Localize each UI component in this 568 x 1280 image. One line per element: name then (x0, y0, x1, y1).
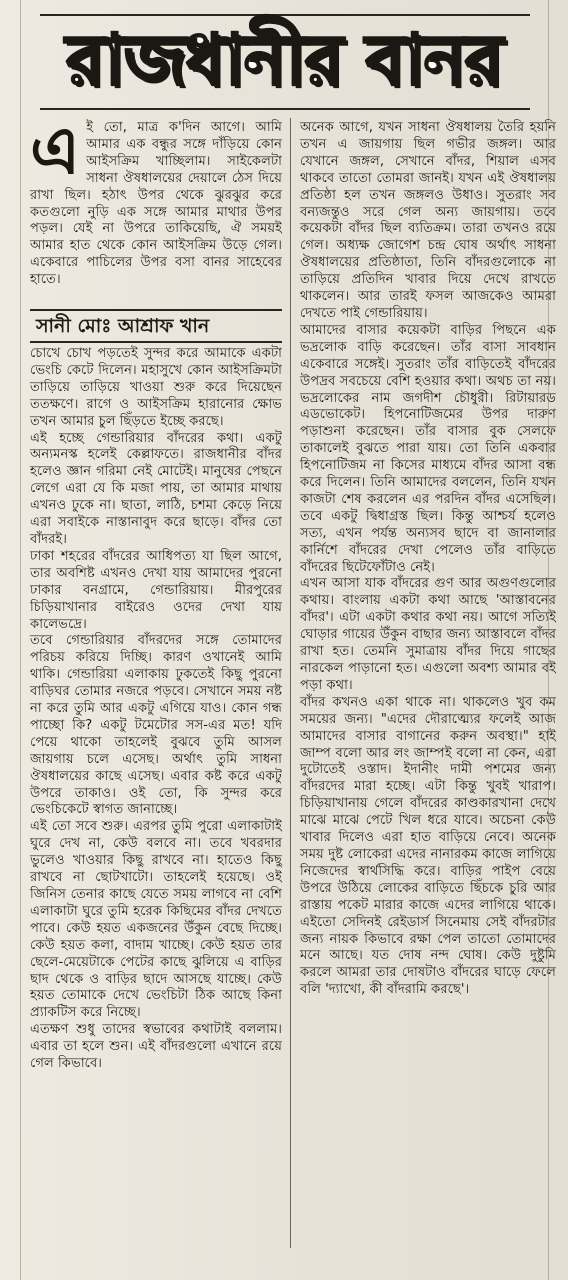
byline-box (30, 309, 282, 343)
title-bottom-rule (40, 108, 530, 110)
left-column (30, 346, 282, 1073)
paragraph: বাঁদর কখনও একা থাকে না। থাকলেও খুব কম সময়ের জন্য। "এদের দৌরাত্ম্যের ফলেই আজ আমাদের বাসার বাগানের করুন অবস্থা।" হাই জাম্প বলো আর লং জাম্পই বলো না কেন, এরা দুটোতেই ওস্তাদ। ইদানীং দামী পশমের জন্য বাঁদরদের মারা হচ্ছে। এটা কিন্তু খুবই খারাপ। চিড়িয়াখানায় গেলে বাঁদরের কাণ্ডকারখানা দেখে মাঝে মাঝে পেটে খিল ধরে যাবে। অচেনা কেউ খাবার দিলেও এরা হাত বাড়িয়ে নেবে। অনেক সময় দুষ্ট লোকেরা এদের নানারকম কাজে লাগিয়ে নিজেদের স্বার্থসিদ্ধি করে। বাড়ির পাইপ বেয়ে উপরে উঠিয়ে লোকের বাড়িতে ছিঁচকে চুরি আর রাস্তায় পকেট মারার কাজে এদের লাগিয়ে থাকে। এইতো সেদিনই রেইডার্স সিনেমায় সেই বাঁদরটার জন্য নায়ক কিভাবে রক্ষা পেল তাতো তোমাদের মনে আছে। যত দোষ নন্দ ঘোষ। কেউ দুষ্টুমি করলে আমরা তার দোষটাও বাঁদরের ঘাড়ে ফেলে বলি 'দ্যাখো, কী বাঁদরামি করছে'। (300, 694, 556, 998)
intro-paragraph (30, 112, 282, 289)
right-column (300, 120, 556, 999)
column-divider (290, 118, 291, 1248)
paragraph: চোখে চোখ পড়তেই সুন্দর করে আমাকে একটা ভেংচি কেটে দিলেন। মহাসুখে কোন আইসক্রিমটা তাড়িয়ে তাড়িয়ে খাওয়া শুরু করে দিয়েছেন ততক্ষণে। রাগে ও আইসক্রিম হারানোর ক্ষোভ তখন আমার চুল ছিঁড়তে ইচ্ছে করছে। (30, 346, 282, 429)
author-byline: সানী মোঃ আশ্রাফ খান (36, 315, 210, 337)
paragraph: এখন আসা যাক বাঁদরের গুণ আর অগুণগুলোর কথায়। বাংলায় একটা কথা আছে 'আস্তাবনের বাঁদর'। এটা একটা কথার কথা নয়। আগে সত্যিই ঘোড়ার গায়ের উঁকুন বাছার জন্য আস্তাবলে বাঁদর রাখা হত। তেমনি সুমাত্রায় বাঁদর দিয়ে গাছের নারকেল পাড়ানো হত। এগুলো অবশ্য আমার বই পড়া কথা। (300, 576, 556, 693)
paragraph: এই হচ্ছে গেন্ডারিয়ার বাঁদরের কথা। একটু অন্যমনস্ক হলেই কেল্লাফতে। রাজধানীর বাঁদর হলেও জ্ঞান গরিমা নেই মোটেই। মানুষের পেছনে লেগে এরা যে কি মজা পায়, তা আমার মাথায় এখনও ঢুকে না। ছাতা, লাঠি, চশমা কেড়ে নিয়ে এরা সবাইকে নাস্তানাবুদ করে ছাড়ে। বাঁদর তো বাঁদরই। (30, 430, 282, 547)
paragraph: এই তো সবে শুরু। এরপর তুমি পুরো এলাকাটাই ঘুরে দেখ না, কেউ বলবে না। তবে খবরদার ভুলেও খাওয়ার কিছু রাখবে না। হাতেও কিছু রাখবে না ছোটখাটো। তাহলেই হয়েছে। ওই জিনিস তেনার কাছে যেতে সময় লাগবে না বেশি এলাকাটা ঘুরে তুমি হরেক কিছিমের বাঁদর দেখতে পাবে। কেউ হয়ত একজনের উঁকুন বেছে দিচ্ছে। কেউ হয়ত কলা, বাদাম খাচ্ছে। কেউ হয়ত তার ছেলে-মেয়েটাকে পেটের কাছে ঝুলিয়ে এ বাড়ির ছাদ থেকে ও বাড়ির ছাদে আসছে যাচ্ছে। কেউ হয়ত তোমাকে দেখে ভেংচিটা ঠিক আছে কিনা প্র্যাকটিস করে নিচ্ছে। (30, 819, 282, 1021)
article-title: রাজধানীর বানর (65, 19, 503, 101)
paragraph: এতক্ষণ শুধু তাদের স্বভাবের কথাটাই বললাম। এবার তা হলে শুন। এই বাঁদরগুলো এখানে রয়ে গেল কিভাবে। (30, 1022, 282, 1072)
drop-cap: এ (30, 112, 81, 189)
paragraph: অনেক আগে, যখন সাধনা ঔষধালয় তৈরি হয়নি তখন এ জায়গায় ছিল গভীর জঙ্গল। আর যেখানে জঙ্গল, সেখানে বাঁদর, শিয়াল এসব থাকবে তাতো তোমরা জানই। যখন এই ঔষধালয় প্রতিষ্ঠা হল তখন জঙ্গলও উধাও। সুতরাং সব বন্যজন্তুও সরে গেল অন্য জায়গায়। তবে কয়েকটা বাঁদর ছিল ব্যতিক্রম। তারা তখনও রয়ে গেল। অধ্যক্ষ জোগেশ চন্দ্র ঘোষ অর্থাৎ সাধনা ঔষধালয়ের প্রতিষ্ঠাতা, তিনি বাঁদরগুলোকে না তাড়িয়ে প্রতিদিন খাবার দিয়ে দেখে রাখতে থাকলেন। আর তারই ফসল আজকেও আমরা দেখতে পাই গেন্ডারিয়ায়। (300, 120, 556, 321)
clipping-left-edge (20, 0, 21, 1280)
intro-text: ই তো, মাত্র ক'দিন আগে। আমি আমার এক বন্ধুর সঙ্গে দাঁড়িয়ে কোন আইসক্রিম খাচ্ছিলাম। সাইকেলটা সাধনা ঔষধালয়ের দেয়ালে ঠেস দিয়ে রাখা ছিল। হঠাৎ উপর থেকে ঝুরঝুর করে কতগুলো নুড়ি এক সঙ্গে আমার মাথার উপর পড়ল। যেই না উপরে তাকিয়েছি, ঐ সময়ই আমার হাত থেকে কোন আইসক্রিম উড়ে গেল। একেবারে পাচিলের উপর বসা বানর সাহেবের হাতে। (30, 120, 282, 288)
paragraph: তবে গেন্ডারিয়ার বাঁদরদের সঙ্গে তোমাদের পরিচয় করিয়ে দিচ্ছি। কারণ ওখানেই আমি থাকি। গেন্ডারিয়া এলাকায় ঢুকতেই কিছু পুরনো বাড়িঘর তোমার নজরে পড়বে। সেখানে সময় নষ্ট না করে তুমি আর একটু এগিয়ে যাও। কোন গন্ধ পাচ্ছো কি? একটু টমেটোর সস-এর মত! যদি পেয়ে থাকো তাহলেই বুঝবে তুমি আসল জায়গায় চলে এসেছ। অর্থাৎ তুমি সাধনা ঔষধালয়ের কাছে এসেছ। এবার কষ্ট করে একটু উপরে তাকাও। ওই তো, কি সুন্দর করে ভেংচিকেটে স্বাগত জানাচ্ছে। (30, 633, 282, 818)
paragraph: আমাদের বাসার কয়েকটা বাড়ির পিছনে এক ভদ্রলোক বাড়ি করেছেন। তাঁর বাসা সাবধান একেবারে সঙ্গেই। সুতরাং তাঁর বাড়িতেই বাঁদরের উপদ্রব সবচেয়ে বেশি হওয়ার কথা। অথচ তা নয়। ভদ্রলোকের নাম জগদীশ চৌধুরী। রিটায়ারড এডভোকেট। হিপনোটিজমের উপর দারুণ পড়াশুনা করেছেন। তাঁর বাসার বুক সেলফে তাকালেই বুঝতে পারা যায়। তো তিনি একবার হিপনোটিজম না কিসের মাধ্যমে বাঁদর আসা বন্ধ করে দিলেন। তিনি আমাদের বললেন, তিনি যখন কাজটা শেষ করলেন এর পরদিন বাঁদর এসেছিল। তবে একটু দ্বিধাগ্রস্ত ছিল। কিন্তু আশ্চর্য হলেও সত্য, এখন পর্যন্ত অন্যসব ছাদে বা জানালার কার্নিশে বাঁদরের দেখা পেলেও তাঁর বাড়িতে বাঁদরের ছিটেফোঁটাও নেই। (300, 322, 556, 575)
paragraph: ঢাকা শহরের বাঁদরের আধিপত্য যা ছিল আগে, তার অবশিষ্ট এখনও দেখা যায় আমাদের পুরনো ঢাকার বনগ্রামে, গেন্ডারিয়ায়। মীরপুরের চিড়িয়াখানার বাইরেও ওদের দেখা যায় কালেভদ্রে। (30, 548, 282, 632)
